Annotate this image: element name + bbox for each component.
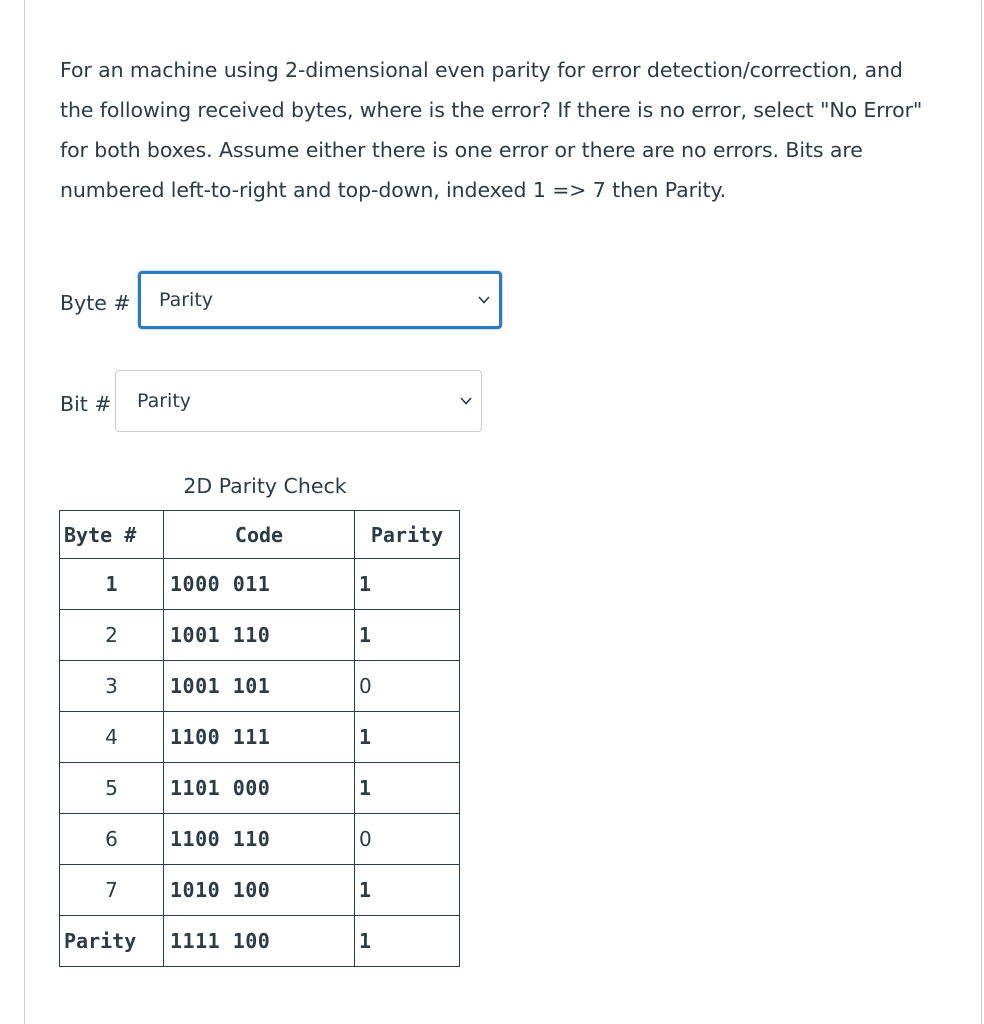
table-caption: 2D Parity Check xyxy=(183,474,347,498)
byte-cell: 7 xyxy=(60,865,164,916)
code-cell: 1000 011 xyxy=(164,559,355,610)
parity-cell: 1 xyxy=(355,916,460,967)
table-row xyxy=(60,559,460,610)
chevron-down-icon xyxy=(477,293,491,307)
byte-cell: 4 xyxy=(60,712,164,763)
table-row xyxy=(60,610,460,661)
parity-table xyxy=(59,510,460,967)
parity-cell: 0 xyxy=(355,661,460,712)
code-cell: 1111 100 xyxy=(164,916,355,967)
table-row xyxy=(60,763,460,814)
byte-cell: 1 xyxy=(60,559,164,610)
byte-cell: 3 xyxy=(60,661,164,712)
table-row xyxy=(60,661,460,712)
table-header-row xyxy=(60,511,460,559)
header-parity: Parity xyxy=(355,511,460,559)
table-row xyxy=(60,865,460,916)
table-row xyxy=(60,916,460,967)
parity-cell: 1 xyxy=(355,559,460,610)
byte-cell: 2 xyxy=(60,610,164,661)
table-row xyxy=(60,712,460,763)
chevron-down-icon xyxy=(459,394,473,408)
parity-cell: 1 xyxy=(355,610,460,661)
byte-cell: 5 xyxy=(60,763,164,814)
question-paragraph: For an machine using 2-dimensional even parity for error detection/correction, and the following received bytes, where is the error? If there is no error, select "No Error" for both boxes. Assume either there is one error or there are no errors. Bits are numbered left-to-right and top-down, indexed 1 => 7 then Parity. xyxy=(60,58,923,202)
byte-dropdown-value: Parity xyxy=(159,289,214,311)
byte-cell: 6 xyxy=(60,814,164,865)
code-cell: 1010 100 xyxy=(164,865,355,916)
parity-cell: 1 xyxy=(355,865,460,916)
parity-cell: 1 xyxy=(355,763,460,814)
bit-field-label: Bit # xyxy=(60,392,112,416)
parity-cell: 0 xyxy=(355,814,460,865)
code-cell: 1101 000 xyxy=(164,763,355,814)
question-text xyxy=(60,50,940,210)
byte-field-label: Byte # xyxy=(60,291,131,315)
code-cell: 1001 101 xyxy=(164,661,355,712)
code-cell: 1100 111 xyxy=(164,712,355,763)
bit-dropdown-value: Parity xyxy=(137,390,192,412)
byte-cell: Parity xyxy=(60,916,164,967)
bit-dropdown[interactable] xyxy=(115,370,482,432)
parity-cell: 1 xyxy=(355,712,460,763)
code-cell: 1100 110 xyxy=(164,814,355,865)
byte-dropdown[interactable] xyxy=(138,271,502,329)
code-cell: 1001 110 xyxy=(164,610,355,661)
header-byte: Byte # xyxy=(60,511,164,559)
header-code: Code xyxy=(164,511,355,559)
table-row xyxy=(60,814,460,865)
